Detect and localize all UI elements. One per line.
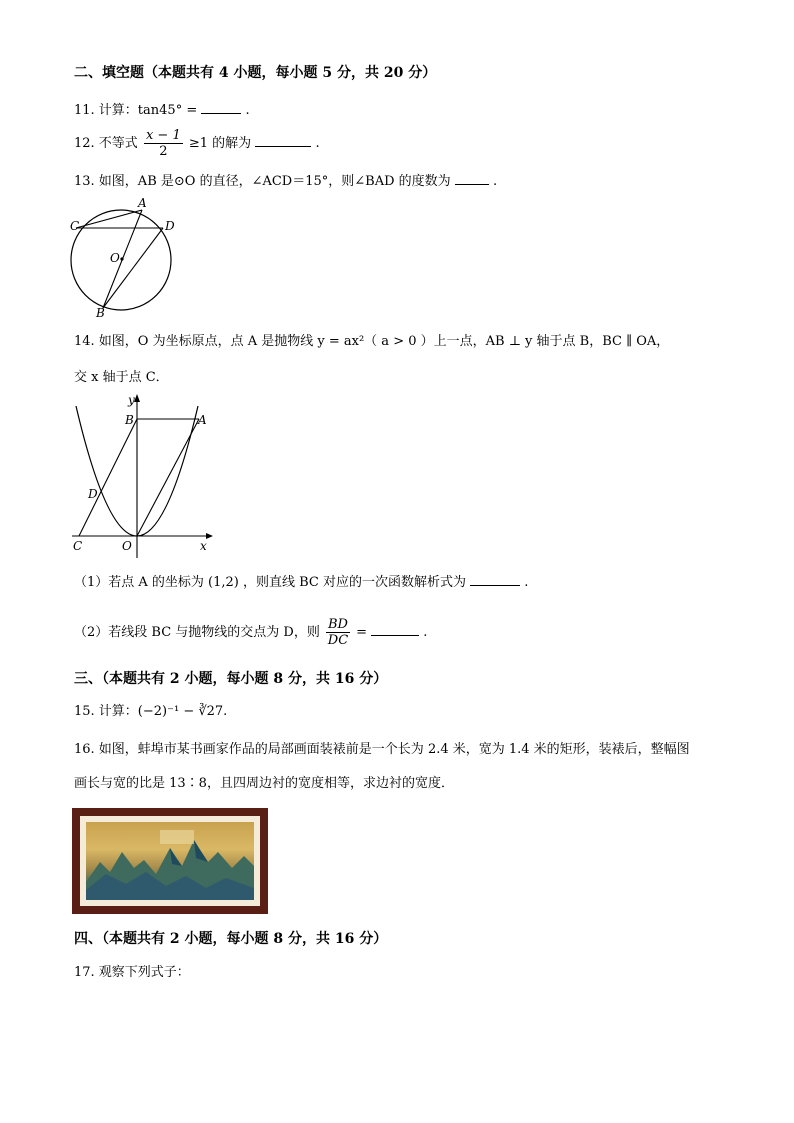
question-14-1-text: （1）若点 A 的坐标为 (1,2) ，则直线 BC 对应的一次函数解析式为 <box>74 575 467 590</box>
label-c: C <box>70 219 80 233</box>
painting-mat <box>80 816 260 906</box>
section-heading-3: 三、（本题共有 2 小题，每小题 8 分，共 16 分） <box>74 671 388 687</box>
label-y: y <box>128 393 135 407</box>
label-b: B <box>125 413 134 427</box>
question-15: 15. 计算：(−2)⁻¹ − ∛27. <box>74 704 228 719</box>
answer-blank-13[interactable] <box>455 172 489 185</box>
question-14-2-prefix: （2）若线段 BC 与抛物线的交点为 D，则 <box>74 625 320 640</box>
label-d: D <box>88 487 98 501</box>
question-12-prefix: 12. 不等式 <box>74 136 138 151</box>
question-11-text: 11. 计算：tan45° = <box>74 103 198 118</box>
question-11 <box>74 101 250 120</box>
y-axis-arrow <box>134 394 140 402</box>
fraction-denominator: DC <box>327 633 349 648</box>
question-12-suffix: ≥1 的解为 <box>188 136 252 151</box>
question-14-line-2: 交 x 轴于点 C． <box>74 370 169 385</box>
label-o: O <box>110 251 120 265</box>
segment-bc <box>79 419 137 536</box>
question-11-end: . <box>245 103 250 118</box>
fraction <box>326 617 350 648</box>
landscape-artwork <box>86 822 254 900</box>
label-b: B <box>96 306 105 318</box>
answer-blank-14-2[interactable] <box>371 623 419 636</box>
question-14-line-1: 14. 如图，O 为坐标原点，点 A 是抛物线 y = ax²（ a > 0 ）上一点，AB ⊥ y 轴于点 B，BC ∥ OA， <box>74 334 670 349</box>
question-12-end: . <box>315 136 320 151</box>
section-heading-2: 二、填空题（本题共有 4 小题，每小题 5 分，共 20 分） <box>74 65 437 81</box>
label-x: x <box>200 539 207 553</box>
question-14-2-suffix: = <box>356 625 368 640</box>
question-12 <box>74 127 320 161</box>
segment-oa <box>137 419 199 536</box>
question-16-line-2: 画长与宽的比是 13∶8，且四周边衬的宽度相等，求边衬的宽度． <box>74 776 454 791</box>
answer-blank-14-1[interactable] <box>470 573 520 586</box>
section-heading-4: 四、（本题共有 2 小题，每小题 8 分，共 16 分） <box>74 931 388 947</box>
question-14-2-end: . <box>423 625 428 640</box>
fraction-numerator: x − 1 <box>145 128 181 143</box>
circle-figure <box>66 196 182 318</box>
center-point <box>120 257 123 260</box>
segment-ca <box>76 210 142 228</box>
question-14-2 <box>74 614 427 652</box>
answer-blank-12[interactable] <box>255 134 311 147</box>
question-16-line-1: 16. 如图，蚌埠市某书画家作品的局部画面装裱前是一个长为 2.4 米，宽为 1.4 米的矩形，装裱后，整幅图 <box>74 742 690 757</box>
fraction-denominator: 2 <box>159 144 168 159</box>
mountain-landscape <box>86 822 254 900</box>
question-13-text: 13. 如图，AB 是⊙O 的直径，∠ACD＝15°，则∠BAD 的度数为 <box>74 174 451 189</box>
parabola-figure <box>68 392 218 558</box>
question-13-end: . <box>492 174 498 189</box>
label-a: A <box>198 413 207 427</box>
question-14-1-end: . <box>524 575 529 590</box>
question-13 <box>74 172 497 191</box>
label-a: A <box>138 196 147 210</box>
fraction-numerator: BD <box>327 617 348 632</box>
painting-image <box>72 808 268 914</box>
label-d: D <box>165 219 175 233</box>
segment-bd <box>103 228 163 308</box>
question-14-1 <box>74 573 528 592</box>
x-axis-arrow <box>206 533 213 539</box>
label-o: O <box>122 539 132 553</box>
answer-blank-11[interactable] <box>201 101 241 114</box>
question-17: 17. 观察下列式子： <box>74 965 190 980</box>
fraction <box>144 128 183 159</box>
label-c: C <box>73 539 83 553</box>
